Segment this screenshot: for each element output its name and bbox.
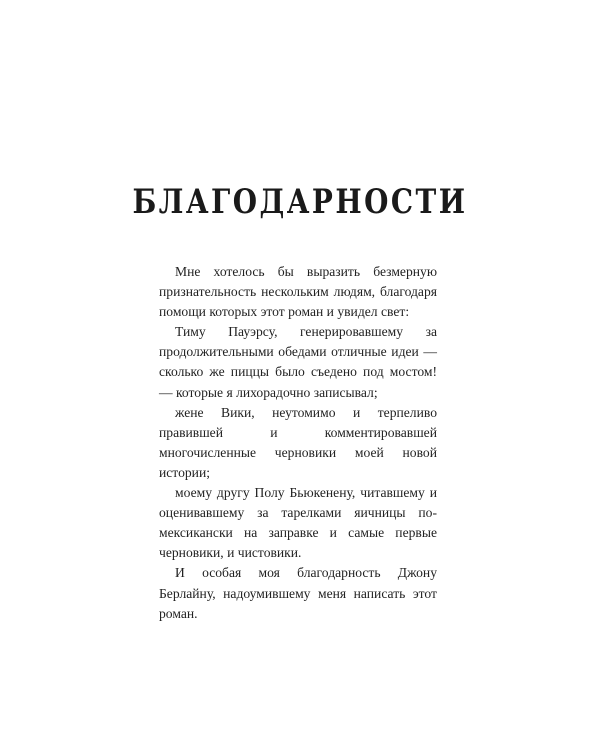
paragraph-john-berlyne: И особая моя благодарность Джону Берлайну, надоумившему меня написать этот роман.: [159, 565, 437, 621]
acknowledgements-text: [159, 262, 437, 624]
paragraph-tim-powers: Тиму Пауэрсу, генерировавшему за продолжительными обедами отличные идеи — сколько же пиццы было съедено под мостом! — которые я лихорадочно записывал;: [159, 324, 437, 400]
paragraph-intro: Мне хотелось бы выразить безмерную признательность нескольким людям, благодаря помощи которых этот роман и увидел свет:: [159, 264, 437, 320]
page-title: БЛАГОДАРНОСТИ: [132, 182, 468, 222]
paragraph-wife-vicki: жене Вики, неутомимо и терпеливо правившей и комментировавшей многочисленные черновики моей новой истории;: [159, 404, 437, 480]
paragraph-paul-buchanan: моему другу Полу Бьюкенену, читавшему и оценивавшему за тарелками яичницы по-мексикански на заправке и самые первые черновики, и чистовики.: [159, 485, 437, 561]
